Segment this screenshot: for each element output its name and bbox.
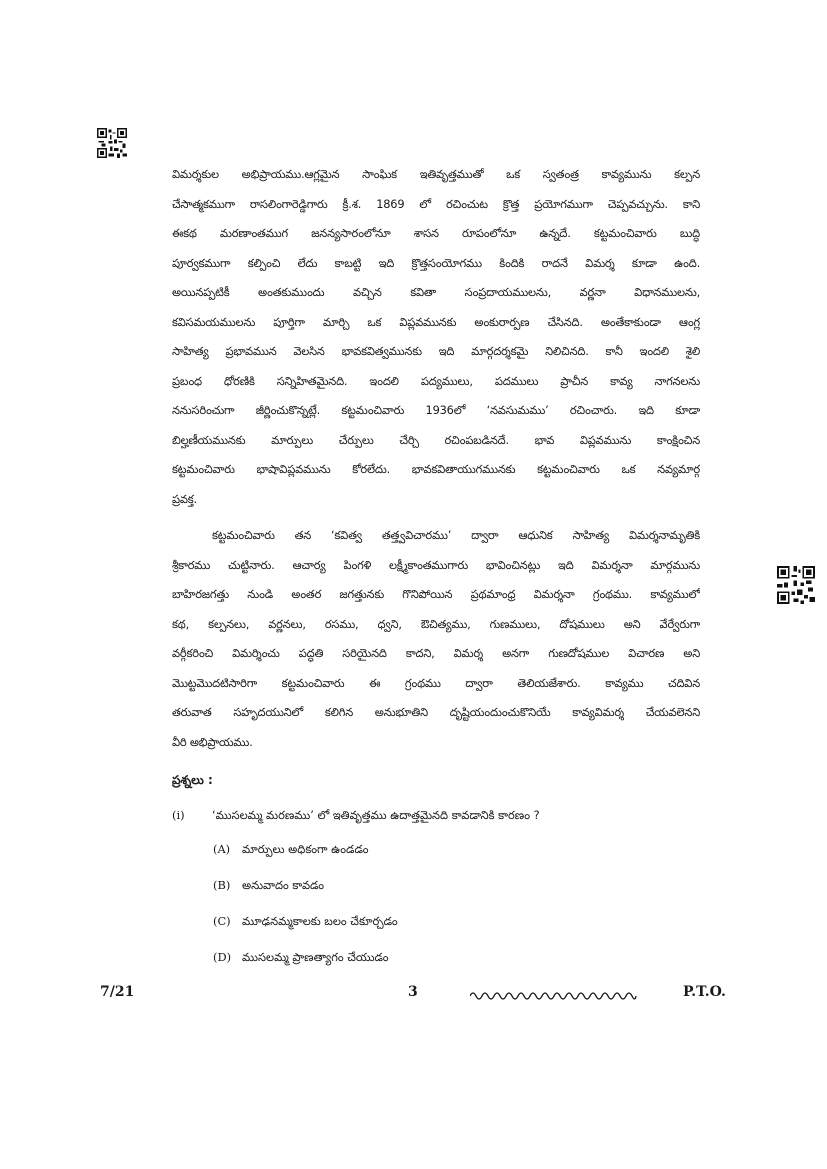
- questions-heading: ప్రశ్నలు :: [172, 773, 213, 787]
- wavy-line-icon: [470, 988, 642, 1000]
- passage-line: కథ, కల్పనలు, వర్ణనలు, రసము, ధ్వని, ఔచిత్యము, గుణములు, దోషములు అని వేర్వేరుగా: [172, 616, 700, 631]
- passage-line: బిల్హణీయమునకు మార్పులు చేర్పులు చేర్చి రచింపబడినదే. భావ విప్లవమును కాంక్షించిన: [172, 432, 700, 447]
- passage-line: ననుసరించుగా జీర్ణించుకొన్నట్లే. కట్టమంచివారు 1936లో ‘నవసుమము’ రచించారు. ఇది కూడా: [172, 403, 700, 417]
- passage-line: తరువాత సహృదయునిలో కలిగిన అనుభూతిని దృష్టియందుంచుకొనియే కావ్యవిమర్శ చేయవలెనని: [172, 705, 700, 719]
- answer-option-d: [172, 943, 700, 979]
- answer-option-b: [172, 871, 700, 907]
- option-text: మార్పులు అధికంగా ఉండడం: [242, 842, 369, 856]
- option-label: (D): [213, 950, 232, 964]
- passage-line: ఈకథ మరణాంతముగ జనన్యసారంలోనూ శాసన రూపంలోనూ ఉన్నదే. కట్టమంచివారు బుద్ధి: [172, 226, 700, 240]
- paper-code: 7/21: [100, 984, 135, 1000]
- page-number: 3: [408, 984, 418, 1000]
- option-text: ముసలమ్మ ప్రాణత్యాగం చేయుడం: [242, 950, 389, 964]
- passage-line: వీరి అభిప్రాయము.: [172, 734, 253, 749]
- option-label: (B): [213, 878, 231, 892]
- answer-options: [172, 835, 700, 979]
- passage-line: విమర్శకుల అభిప్రాయము.ఆగ్లమైన సాంఘిక ఇతివృత్తముతో ఒక స్వతంత్ర కావ్యమును కల్పన: [172, 167, 700, 181]
- passage-line: వర్గీకరించి విమర్శించు పద్ధతి సరియైనది కాదని, విమర్శ అనగా గుణదోషముల విచారణ అని: [172, 646, 700, 660]
- passage-line: చేసాత్మకముగా రాసలింగారెడ్డిగారు క్రీ.శ. 1869 లో రచించుట క్రొత్త ప్రయోగముగా చెప్పవచ్చును. కాని: [172, 196, 700, 211]
- option-label: (C): [213, 914, 231, 928]
- passage-paragraph-2: [172, 521, 700, 757]
- answer-option-a: [172, 835, 700, 871]
- passage-line: సాహిత్య ప్రభావమున వెలసిన భావకవిత్వమునకు ఇది మార్గదర్శకమై నిలిచినది. కానీ ఇందలి శైలి: [172, 344, 700, 358]
- passage-line: శ్రీకారము చుట్టినారు. ఆచార్య పింగళి లక్ష్మీకాంతముగారు భావించినట్లు ఇది విమర్శనా మార్గమును: [172, 557, 700, 572]
- passage-line: కవిసమయములను పూర్తిగా మార్చి ఒక విప్లవమునకు అంకురార్పణ చేసినది. అంతేకాకుండా ఆంగ్ల: [172, 314, 700, 329]
- passage-line: అయినప్పటికీ అంతకుముందు వచ్చిన కవితా సంప్రదాయములను, వర్ణనా విధానములను,: [172, 285, 700, 299]
- passage-line: కట్టమంచివారు తన ‘కవిత్వ తత్త్వవిచారము’ ద్వారా ఆధునిక సాహిత్య విమర్శనామృతికి: [212, 528, 700, 542]
- answer-option-c: [172, 907, 700, 943]
- question-item: [172, 801, 700, 829]
- option-text: అనువాదం కావడం: [242, 878, 325, 892]
- question-number: (i): [172, 808, 185, 822]
- passage-line: పూర్వకముగా కల్పించి లేదు కాబట్టి ఇది క్రొత్తసంయోగము కిందికి రాదనే విమర్శ కూడా ఉంది.: [172, 255, 700, 270]
- page-content: [172, 160, 700, 979]
- please-turn-over: P.T.O.: [683, 984, 726, 1000]
- option-text: మూఢనమ్మకాలకు బలం చేకూర్చడం: [242, 914, 398, 928]
- passage-line: మొట్టమొదటిసారిగా కట్టమంచివారు ఈ గ్రంథము ద్వారా తెలియజేశారు. కావ్యము చదివిన: [172, 675, 700, 690]
- qr-code-icon: [777, 566, 815, 604]
- qr-code-icon: [97, 128, 127, 158]
- passage-line: ప్రబంధ ధోరణికి సన్నిహితమైనది. ఇందలి పద్యములు, పదములు ప్రాచీన కావ్య నాగనలను: [172, 373, 700, 388]
- passage-line: బాహిరజగత్తు నుండి అంతర జగత్తునకు గొనిపోయిన ప్రథమాంధ్ర విమర్శనా గ్రంథము. కావ్యములో: [172, 587, 700, 601]
- passage-line: కట్టమంచివారు భాషావిప్లవమును కోరలేదు. భావకవితాయుగమునకు కట్టమంచివారు ఒక నవ్యమార్గ: [172, 462, 700, 476]
- page-footer: [0, 984, 827, 1008]
- question-text: ‘ముసలమ్మ మరణము’ లో ఇతివృత్తము ఉదాత్తమైనది కావడానికి కారణం ?: [212, 808, 540, 822]
- passage-line: ప్రవక్త.: [172, 491, 197, 506]
- option-label: (A): [213, 842, 231, 856]
- passage-paragraph-1: [172, 160, 700, 514]
